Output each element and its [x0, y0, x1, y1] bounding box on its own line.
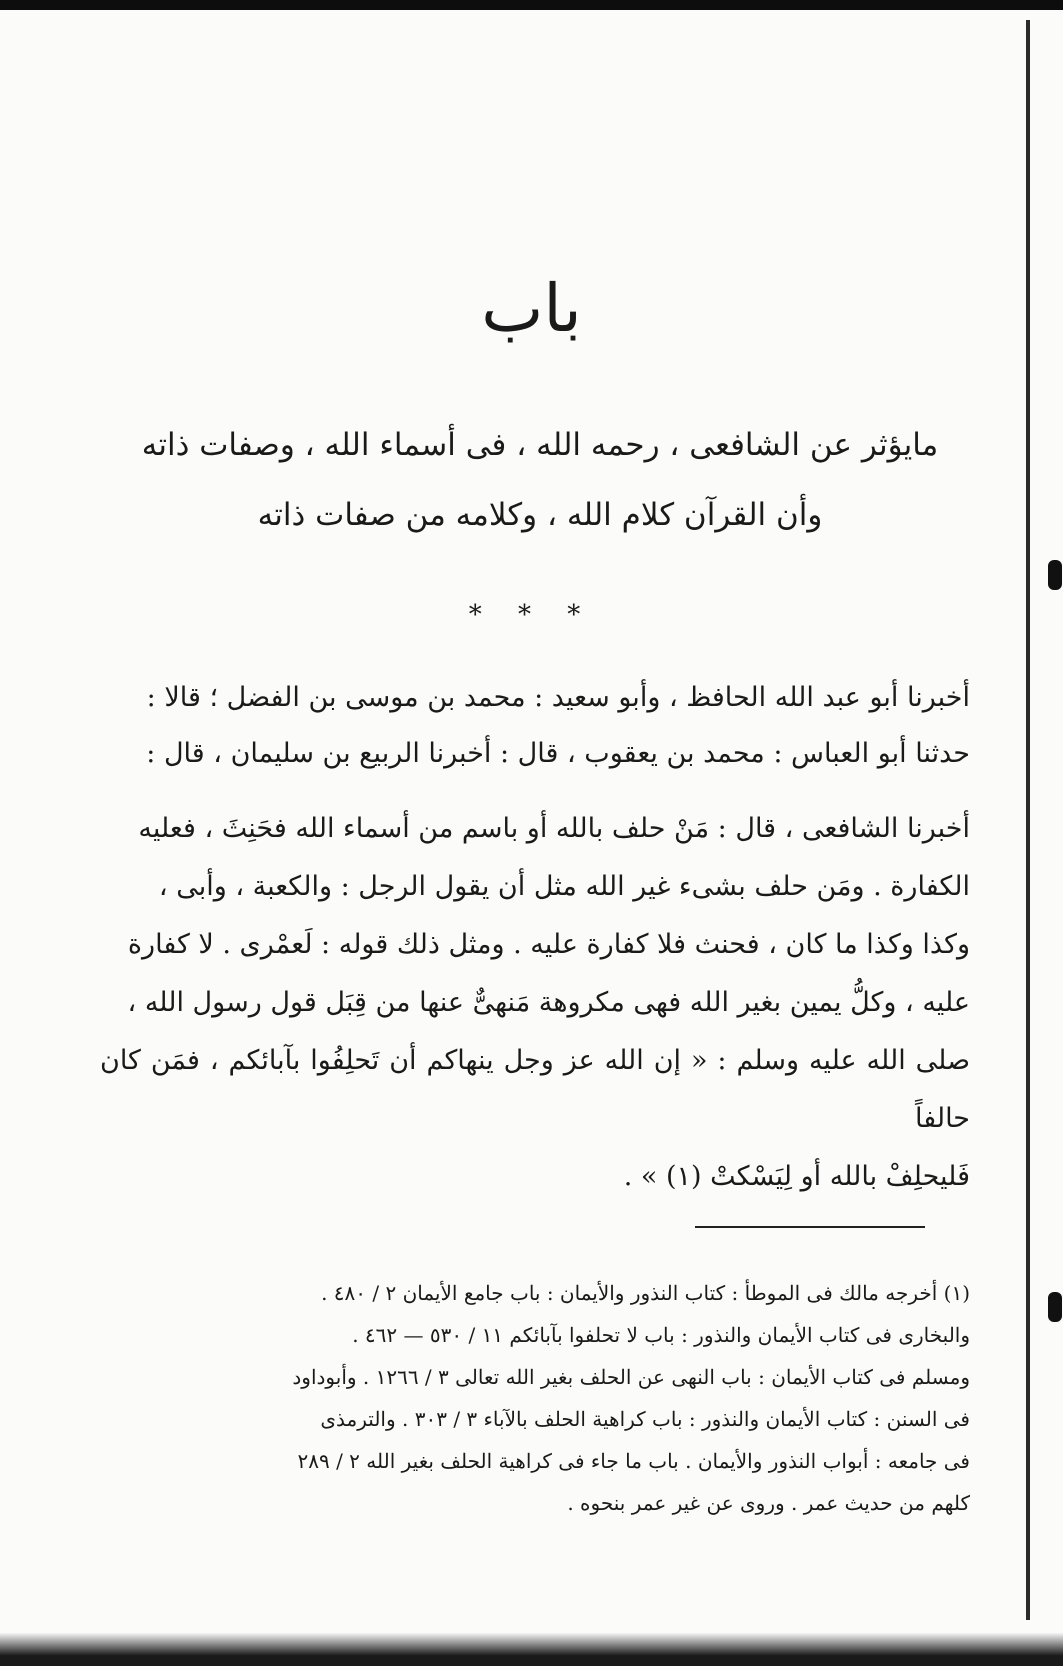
- scan-bottom-edge: [0, 1632, 1063, 1666]
- footnote-line: والبخارى فى كتاب الأيمان والنذور : باب لا تحلفوا بآبائكم ١١ / ٥٣٠ — ٤٦٢ .: [352, 1323, 970, 1347]
- scan-right-border: [1026, 20, 1030, 1620]
- scan-mark: [1048, 1292, 1062, 1322]
- footnotes: [100, 1272, 970, 1524]
- body-line: الكفارة . ومَن حلف بشىء غير الله مثل أن يقول الرجل : والكعبة ، وأبى ،: [158, 871, 970, 902]
- footnote-rule: [695, 1226, 925, 1228]
- footnote-line: ومسلم فى كتاب الأيمان : باب النهى عن الحلف بغير الله تعالى ٣ / ١٢٦٦ . وأبوداود: [292, 1365, 970, 1389]
- footnote-line: فى جامعه : أبواب النذور والأيمان . باب ما جاء فى كراهية الحلف بغير الله ٢ / ٢٨٩: [297, 1449, 970, 1473]
- isnad-block: [100, 670, 970, 782]
- body-line: فَليحلِفْ بالله أو لِيَسْكتْ (١) » .: [623, 1161, 970, 1192]
- body-line: وكذا وكذا ما كان ، فحنث فلا كفارة عليه . ومثل ذلك قوله : لَعمْرى . لا كفارة: [127, 929, 970, 960]
- body-line: أخبرنا الشافعى ، قال : مَنْ حلف بالله أو باسم من أسماء الله فحَنِثَ ، فعليه: [138, 813, 970, 844]
- asterisk-separator: * * *: [468, 600, 595, 630]
- footnote-line: (١) أخرجه مالك فى الموطأ : كتاب النذور والأيمان : باب جامع الأيمان ٢ / ٤٨٠ .: [321, 1281, 970, 1305]
- footnote-line: فى السنن : كتاب الأيمان والنذور : باب كراهية الحلف بالآباء ٣ / ٣٠٣ . والترمذى: [320, 1407, 970, 1431]
- body-line: عليه ، وكلُّ يمين بغير الله فهى مكروهة مَنهىٌّ عنها من قِبَل قول رسول الله ،: [127, 987, 970, 1018]
- isnad-line: حدثنا أبو العباس : محمد بن يعقوب ، قال : أخبرنا الربيع بن سليمان ، قال :: [146, 738, 970, 769]
- footnote-line: كلهم من حديث عمر . وروى عن غير عمر بنحوه .: [567, 1491, 970, 1515]
- heading-line: مايؤثر عن الشافعى ، رحمه الله ، فى أسماء الله ، وصفات ذاته: [141, 427, 939, 463]
- heading-line: وأن القرآن كلام الله ، وكلامه من صفات ذاته: [257, 497, 823, 533]
- scan-top-edge: [0, 0, 1063, 10]
- chapter-heading: [130, 410, 950, 550]
- body-line: صلى الله عليه وسلم : « إن الله عز وجل ينهاكم أن تَحلِفُوا بآبائكم ، فمَن كان حالفاً: [100, 1045, 970, 1134]
- chapter-title: باب: [481, 270, 582, 347]
- isnad-line: أخبرنا أبو عبد الله الحافظ ، وأبو سعيد : محمد بن موسى بن الفضل ؛ قالا :: [146, 682, 970, 713]
- scan-mark: [1048, 560, 1062, 590]
- body-paragraph: [100, 800, 970, 1206]
